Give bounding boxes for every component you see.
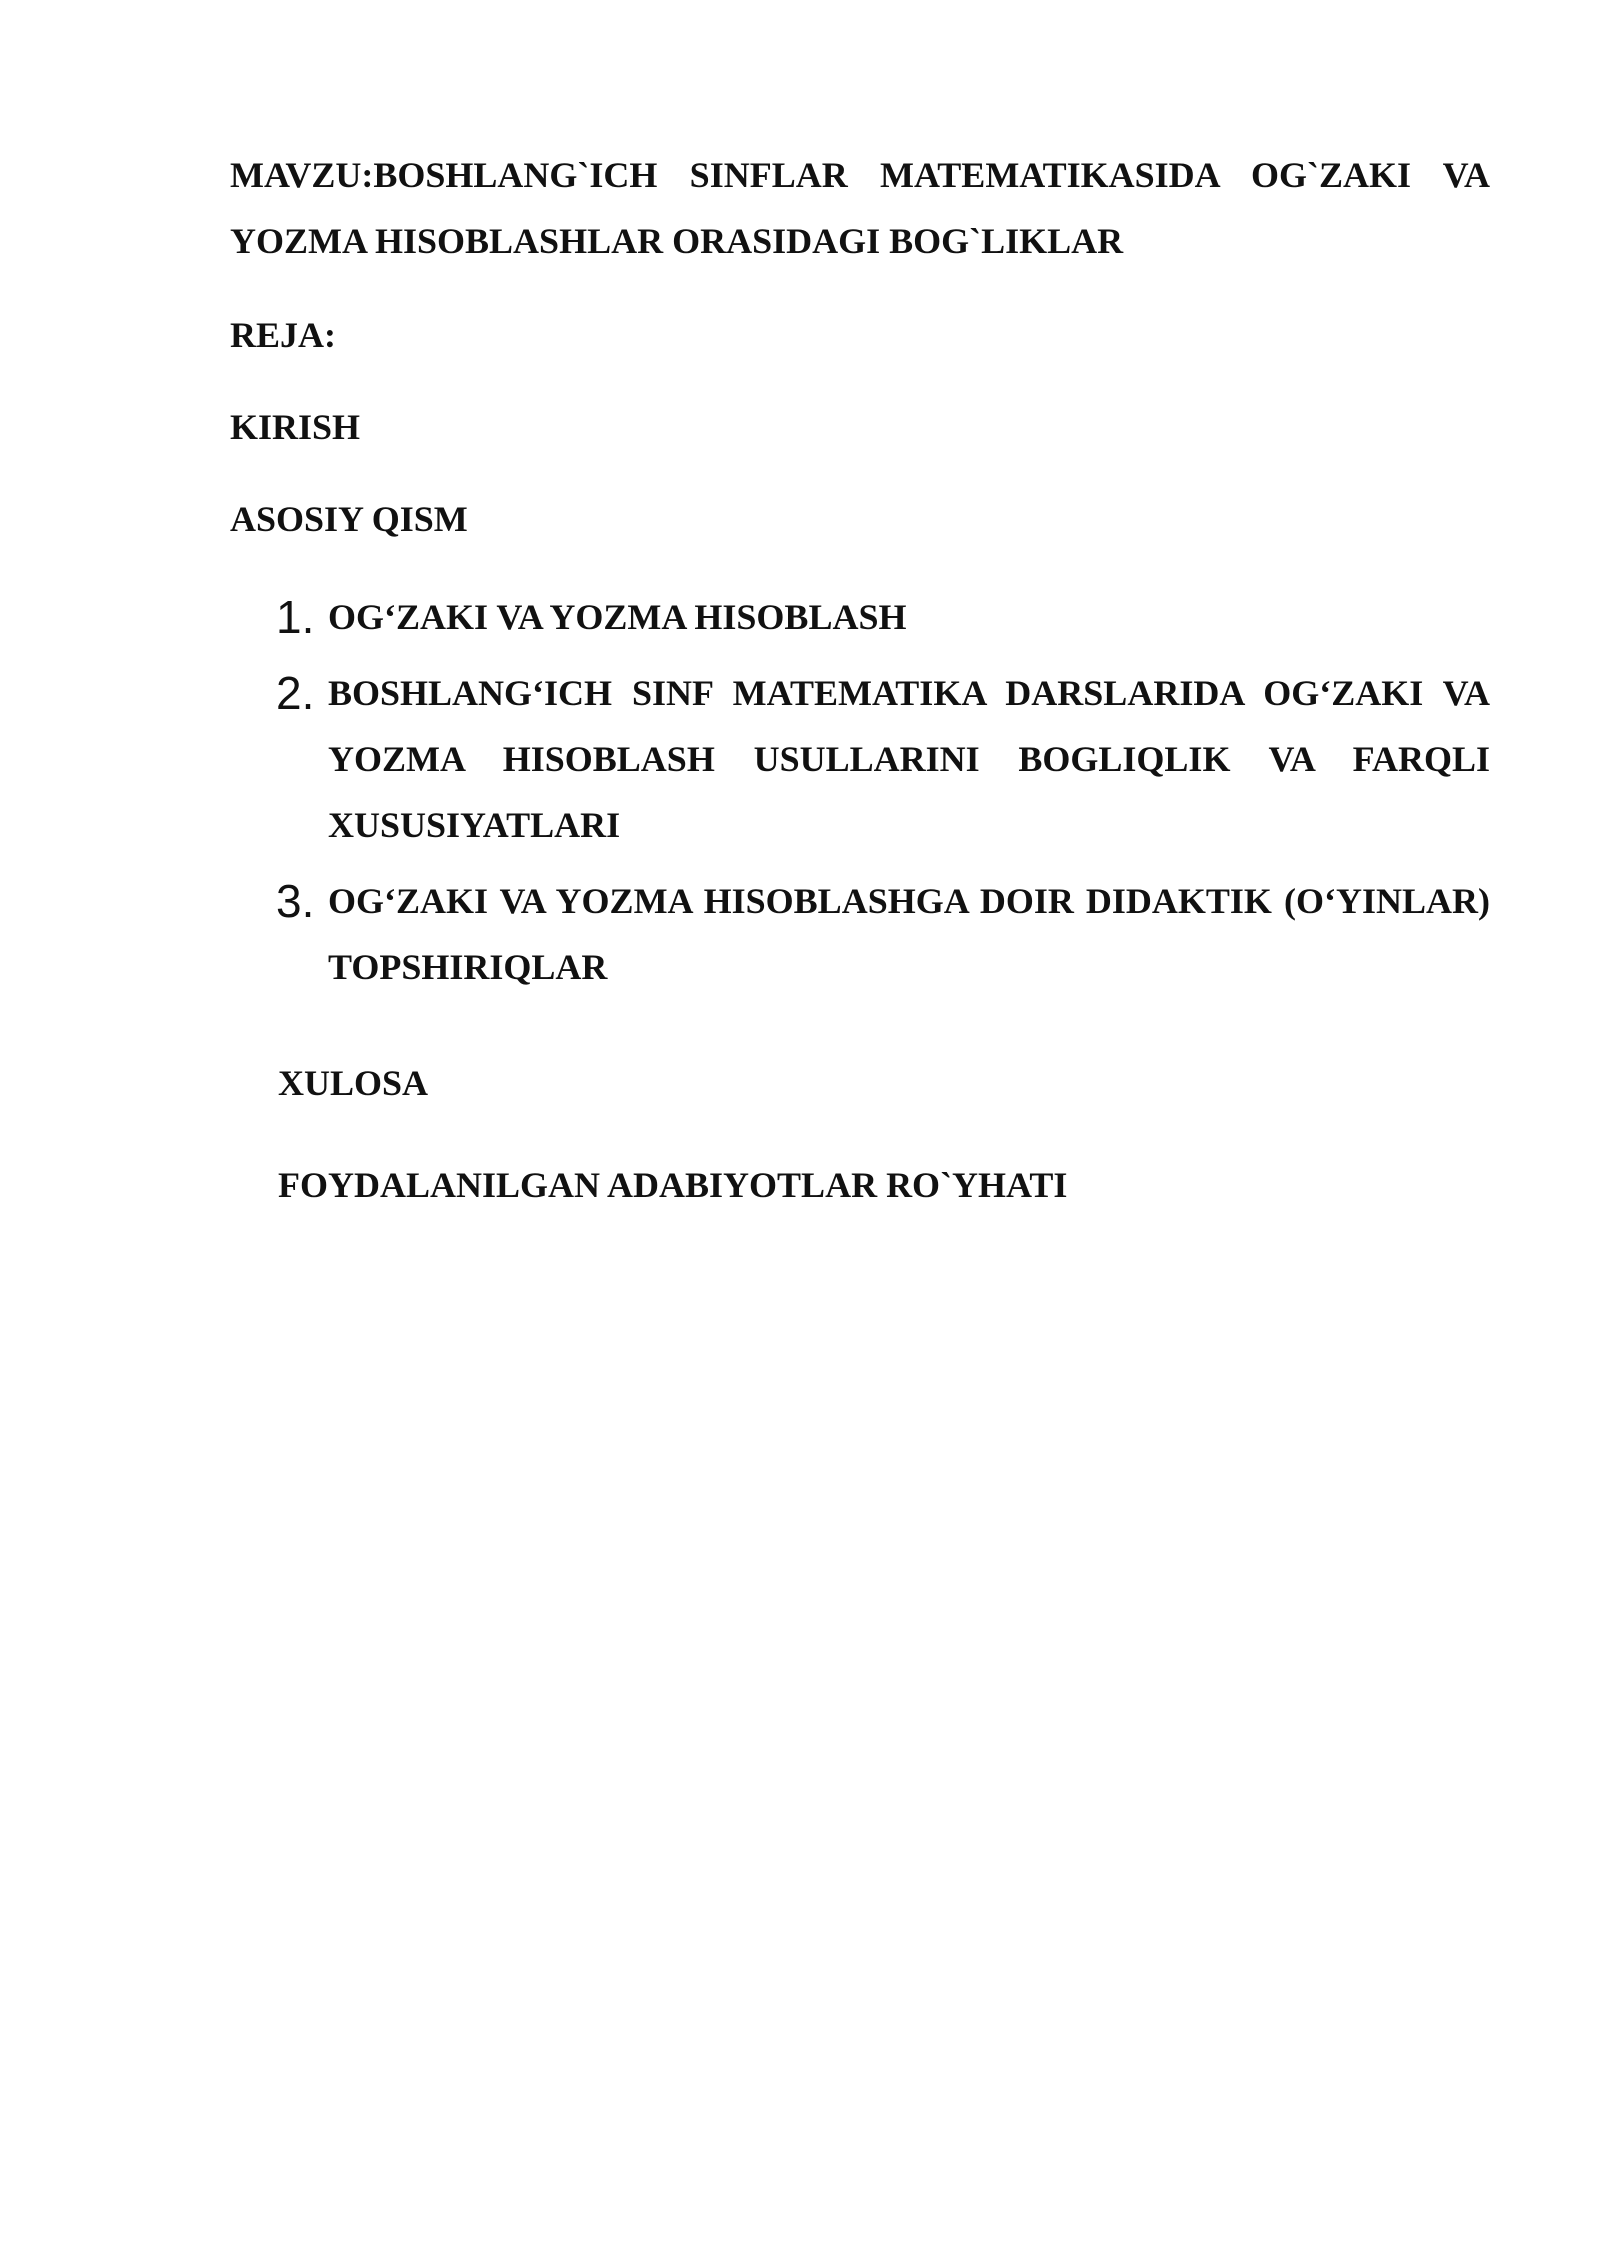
plan-heading: REJA: (230, 315, 336, 355)
document-title: MAVZU:BOSHLANG`ICH SINFLAR MATEMATIKASIDA OG`ZAKI VA YOZMA HISOBLASHLAR ORASIDAGI BOG`LIKLAR (230, 155, 1490, 261)
list-item-text: BOSHLANG‘ICH SINF MATEMATIKA DARSLARIDA OG‘ZAKI VA YOZMA HISOBLASH USULLARINI BOGLIQLIK VA FARQLI XUSUSIYATLARI (328, 673, 1490, 845)
section-main-part: ASOSIY QISM (230, 499, 468, 539)
list-item-number: 2. (276, 667, 315, 719)
section-references: FOYDALANILGAN ADABIYOTLAR RO`YHATI (278, 1165, 1068, 1205)
list-item-text: OG‘ZAKI VA YOZMA HISOBLASH (328, 597, 907, 637)
main-part-list (276, 584, 1490, 1010)
section-introduction: KIRISH (230, 407, 361, 447)
list-item (276, 868, 1490, 1000)
section-conclusion: XULOSA (278, 1063, 429, 1103)
list-item (276, 584, 1490, 650)
list-item-number: 1. (276, 591, 315, 643)
list-item-text: OG‘ZAKI VA YOZMA HISOBLASHGA DOIR DIDAKTIK (O‘YINLAR) TOPSHIRIQLAR (328, 881, 1490, 987)
list-item (276, 660, 1490, 858)
list-item-number: 3. (276, 875, 315, 927)
